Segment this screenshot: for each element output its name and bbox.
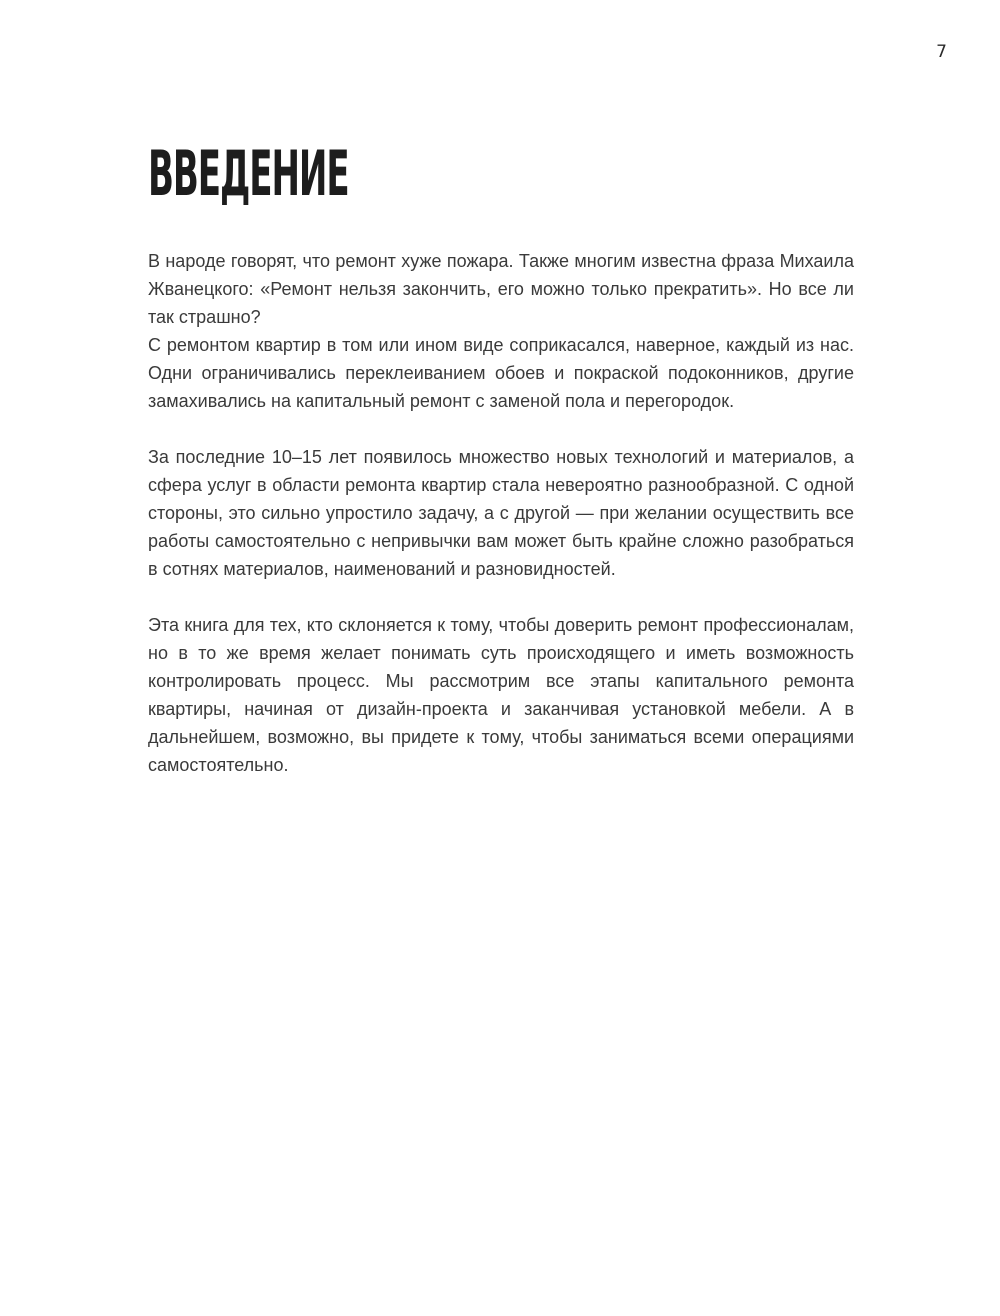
paragraph-4: Эта книга для тех, кто склоняется к тому, чтобы доверить ремонт профессионалам, но в то же время желает понимать суть происходящего и иметь возможность контролировать процесс. Мы рассмотрим все этапы капитального ремонта квартиры, начиная от дизайн-проекта и заканчивая установкой мебели. А в дальнейшем, возможно, вы придете к тому, чтобы заниматься всеми операциями самостоятельно.: [148, 615, 854, 775]
page-number: 7: [936, 42, 947, 62]
paragraph-1: В народе говорят, что ремонт хуже пожара. Также многим известна фраза Михаила Жванецкого: «Ремонт нельзя закончить, его можно только прекратить». Но все ли так страшно?: [148, 251, 854, 327]
paragraph-2: С ремонтом квартир в том или ином виде соприкасался, наверное, каждый из нас. Одни ограничивались переклеиванием обоев и покраской подоконников, другие замахивались на капитальный ремонт с заменой пола и перегородок.: [148, 335, 854, 411]
body-text: [148, 247, 854, 779]
chapter-title: ВВЕДЕНИЕ: [148, 137, 349, 210]
paragraph-3: За последние 10–15 лет появилось множество новых технологий и материалов, а сфера услуг в области ремонта квартир стала невероятно разнообразной. С одной стороны, это сильно упростило задачу, а с другой — при желании осуществить все работы самостоятельно с непривычки вам может быть крайне сложно разобраться в сотнях материалов, наименований и разновидностей.: [148, 447, 854, 579]
